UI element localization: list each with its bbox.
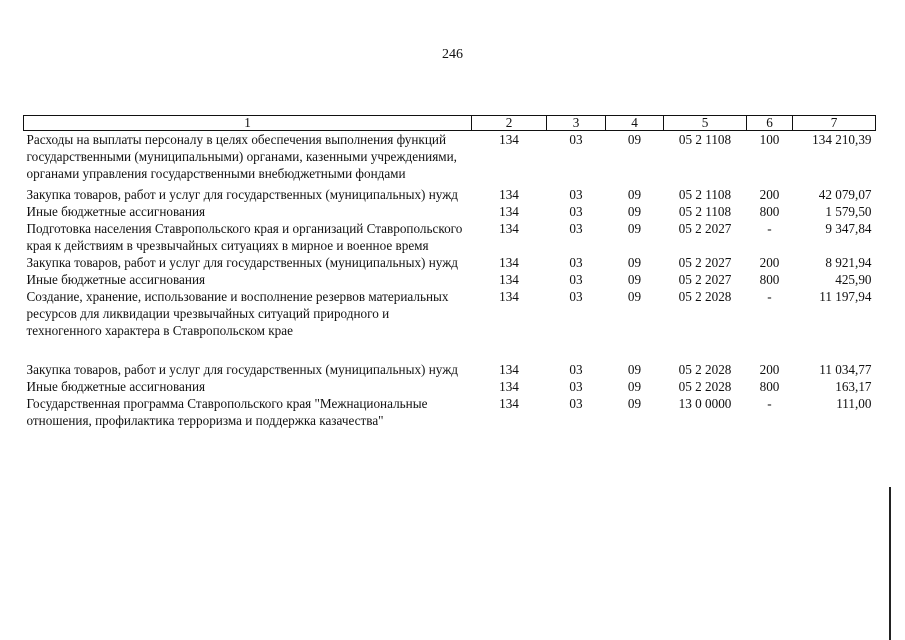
row-ministry-code: 134 xyxy=(499,396,519,411)
row-amount: 42 079,07 xyxy=(818,187,872,202)
row-expense-type: 800 xyxy=(759,272,780,287)
row-amount: 163,17 xyxy=(835,379,872,394)
header-col-4: 4 xyxy=(606,116,664,131)
table-row xyxy=(24,361,876,378)
row-subsection-code: 09 xyxy=(627,396,642,411)
table-row xyxy=(24,186,876,203)
row-subsection-code: 09 xyxy=(627,289,642,304)
table-row xyxy=(24,288,876,361)
row-target-code: 13 0 0000 xyxy=(678,396,732,411)
row-name: Расходы на выплаты персоналу в целях обеспечения выполнения функций государственными (муниципальными) органами, казенными учреждениями, органами управления государственными внебюджетными фондами xyxy=(26,132,457,181)
row-section-code: 03 xyxy=(569,289,583,304)
row-target-code: 05 2 1108 xyxy=(678,187,732,202)
row-name: Закупка товаров, работ и услуг для государственных (муниципальных) нужд xyxy=(26,362,459,377)
row-expense-type: 200 xyxy=(759,362,780,377)
row-name: Закупка товаров, работ и услуг для государственных (муниципальных) нужд xyxy=(26,187,459,202)
row-target-code: 05 2 2027 xyxy=(678,221,732,236)
row-name: Закупка товаров, работ и услуг для государственных (муниципальных) нужд xyxy=(26,255,459,270)
row-name: Иные бюджетные ассигнования xyxy=(26,379,206,394)
row-section-code: 03 xyxy=(569,255,583,270)
row-target-code: 05 2 2027 xyxy=(678,272,732,287)
row-ministry-code: 134 xyxy=(499,187,519,202)
row-expense-type: - xyxy=(767,396,772,411)
row-amount: 1 579,50 xyxy=(825,204,872,219)
scan-edge-mark xyxy=(889,487,891,640)
header-col-3: 3 xyxy=(547,116,606,131)
row-expense-type: 100 xyxy=(759,132,780,147)
row-section-code: 03 xyxy=(569,272,583,287)
row-amount: 134 210,39 xyxy=(812,132,872,147)
table-row xyxy=(24,220,876,254)
row-ministry-code: 134 xyxy=(499,272,519,287)
row-subsection-code: 09 xyxy=(627,187,642,202)
row-ministry-code: 134 xyxy=(499,379,519,394)
row-section-code: 03 xyxy=(569,379,583,394)
row-amount: 425,90 xyxy=(835,272,872,287)
row-section-code: 03 xyxy=(569,221,583,236)
row-subsection-code: 09 xyxy=(627,255,642,270)
row-section-code: 03 xyxy=(569,132,583,147)
row-ministry-code: 134 xyxy=(499,221,519,236)
table-row xyxy=(24,254,876,271)
row-section-code: 03 xyxy=(569,204,583,219)
row-subsection-code: 09 xyxy=(627,379,642,394)
row-amount: 11 034,77 xyxy=(819,362,872,377)
header-col-1: 1 xyxy=(24,116,472,131)
row-target-code: 05 2 2028 xyxy=(678,362,732,377)
row-name: Государственная программа Ставропольского края "Межнациональные отношения, профилактика терроризма и поддержка казачества" xyxy=(26,396,428,428)
row-expense-type: - xyxy=(767,289,772,304)
row-ministry-code: 134 xyxy=(499,255,519,270)
row-expense-type: - xyxy=(767,221,772,236)
row-expense-type: 200 xyxy=(759,255,780,270)
row-subsection-code: 09 xyxy=(627,272,642,287)
table-row xyxy=(24,203,876,220)
row-name: Иные бюджетные ассигнования xyxy=(26,204,206,219)
table-row xyxy=(24,271,876,288)
header-col-6: 6 xyxy=(747,116,793,131)
row-section-code: 03 xyxy=(569,396,583,411)
row-section-code: 03 xyxy=(569,362,583,377)
row-target-code: 05 2 2027 xyxy=(678,255,732,270)
row-expense-type: 800 xyxy=(759,204,780,219)
row-expense-type: 800 xyxy=(759,379,780,394)
row-amount: 11 197,94 xyxy=(819,289,872,304)
page-number: 246 xyxy=(442,47,463,62)
row-subsection-code: 09 xyxy=(627,221,642,236)
row-ministry-code: 134 xyxy=(499,132,519,147)
row-name: Создание, хранение, использование и восполнение резервов материальных ресурсов для ликвидации чрезвычайных ситуаций природного и техногенного характера в Ставропольском крае xyxy=(26,289,449,338)
row-target-code: 05 2 2028 xyxy=(678,289,732,304)
row-expense-type: 200 xyxy=(759,187,780,202)
table-row xyxy=(24,395,876,429)
row-amount: 8 921,94 xyxy=(825,255,872,270)
row-target-code: 05 2 1108 xyxy=(678,132,732,147)
row-subsection-code: 09 xyxy=(627,362,642,377)
header-col-2: 2 xyxy=(472,116,547,131)
header-col-7: 7 xyxy=(793,116,876,131)
row-section-code: 03 xyxy=(569,187,583,202)
header-row xyxy=(24,116,876,131)
row-amount: 9 347,84 xyxy=(825,221,872,236)
row-subsection-code: 09 xyxy=(627,132,642,147)
row-ministry-code: 134 xyxy=(499,204,519,219)
budget-table xyxy=(23,115,876,429)
row-ministry-code: 134 xyxy=(499,289,519,304)
row-name: Иные бюджетные ассигнования xyxy=(26,272,206,287)
table-row xyxy=(24,131,876,187)
row-subsection-code: 09 xyxy=(627,204,642,219)
header-col-5: 5 xyxy=(664,116,747,131)
row-name: Подготовка населения Ставропольского края и организаций Ставропольского края к действиям в чрезвычайных ситуациях в мирное и военное время xyxy=(26,221,463,253)
row-ministry-code: 134 xyxy=(499,362,519,377)
row-target-code: 05 2 2028 xyxy=(678,379,732,394)
table-row xyxy=(24,378,876,395)
row-target-code: 05 2 1108 xyxy=(678,204,732,219)
row-amount: 111,00 xyxy=(836,396,872,411)
